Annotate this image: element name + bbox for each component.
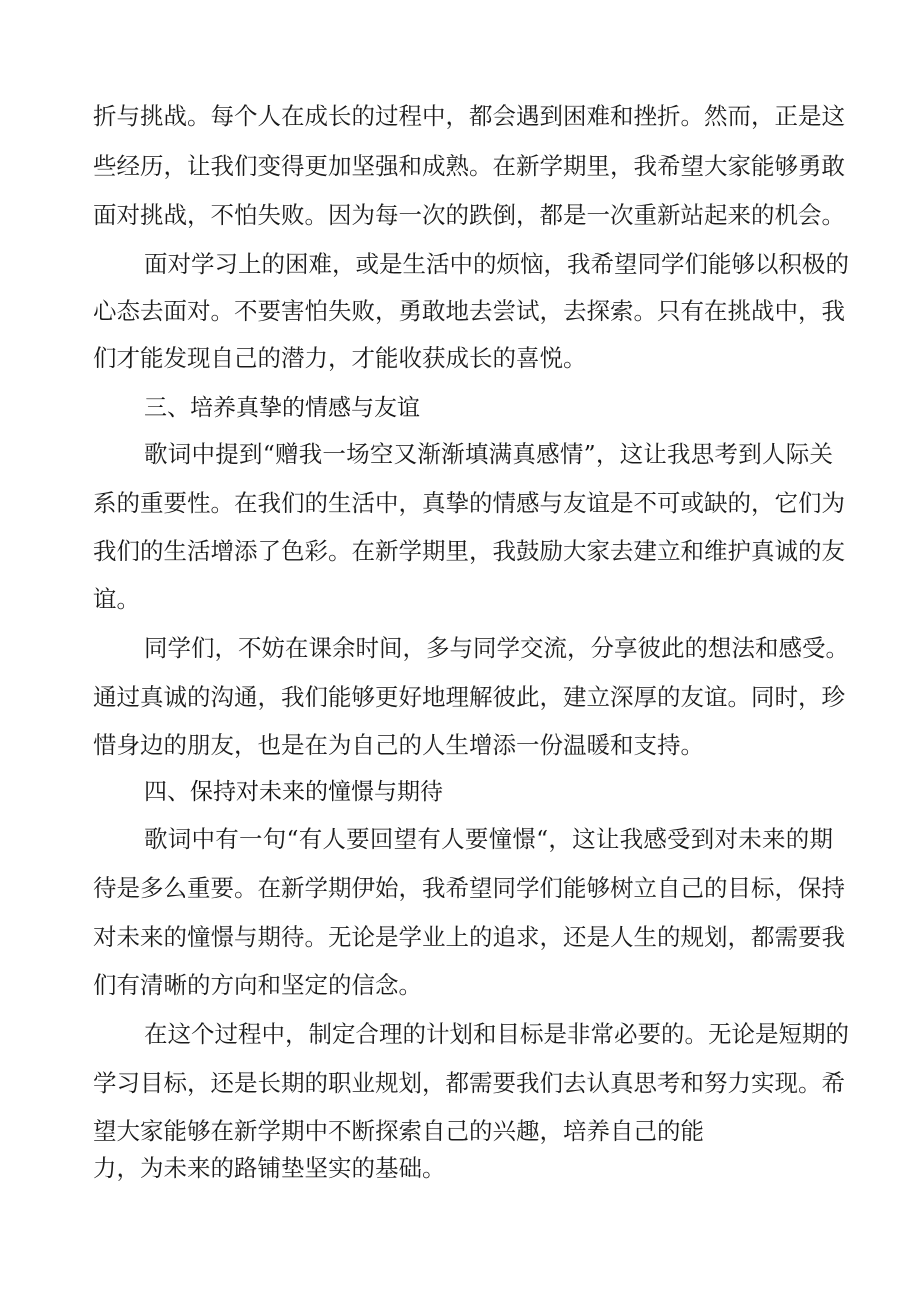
paragraph-line: 待是多么重要。在新学期伊始，我希望同学们能够树立自己的目标，保持 — [93, 874, 845, 902]
paragraph-line: 们有清晰的方向和坚定的信念。 — [93, 971, 422, 999]
paragraph-line: 学习目标，还是长期的职业规划，都需要我们去认真思考和努力实现。希 — [93, 1069, 845, 1097]
paragraph-line: 面对学习上的困难，或是生活中的烦恼，我希望同学们能够以积极的 — [144, 250, 849, 278]
paragraph-line: 通过真诚的沟通，我们能够更好地理解彼此，建立深厚的友谊。同时，珍 — [93, 683, 845, 711]
paragraph-line: 同学们，不妨在课余时间，多与同学交流，分享彼此的想法和感受。 — [144, 634, 849, 662]
paragraph-line: 面对挑战，不怕失败。因为每一次的跌倒，都是一次重新站起来的机会。 — [93, 201, 845, 229]
paragraph-line: 我们的生活增添了色彩。在新学期里，我鼓励大家去建立和维护真诚的友 — [93, 537, 845, 565]
paragraph-line: 在这个过程中，制定合理的计划和目标是非常必要的。无论是短期的 — [144, 1020, 849, 1048]
section-heading: 三、培养真挚的情感与友谊 — [144, 395, 420, 421]
section-heading: 四、保持对未来的憧憬与期待 — [144, 779, 443, 805]
paragraph-line: 些经历，让我们变得更加坚强和成熟。在新学期里，我希望大家能够勇敢 — [93, 152, 845, 180]
paragraph-line: 望大家能够在新学期中不断探索自己的兴趣，培养自己的能 — [93, 1117, 704, 1145]
paragraph-line: 歌词中提到“赠我一场空又渐渐填满真感情”，这让我思考到人际关 — [144, 440, 833, 468]
paragraph-line: 惜身边的朋友，也是在为自己的人生增添一份温暖和支持。 — [93, 731, 704, 759]
paragraph-line: 们才能发现自己的潜力，才能收获成长的喜悦。 — [93, 344, 587, 372]
paragraph-line: 折与挑战。每个人在成长的过程中，都会遇到困难和挫折。然而，正是这 — [93, 102, 845, 130]
paragraph-line: 力，为未来的路铺垫坚实的基础。 — [93, 1154, 446, 1182]
paragraph-line: 谊。 — [93, 585, 140, 613]
paragraph-line: 对未来的憧憬与期待。无论是学业上的追求，还是人生的规划，都需要我 — [93, 923, 845, 951]
paragraph-line: 系的重要性。在我们的生活中，真挚的情感与友谊是不可或缺的，它们为 — [93, 489, 845, 517]
paragraph-line: 歌词中有一句“有人要回望有人要憧憬“，这让我感受到对未来的期 — [144, 825, 833, 853]
paragraph-line: 心态去面对。不要害怕失败，勇敢地去尝试，去探索。只有在挑战中，我 — [93, 297, 845, 325]
